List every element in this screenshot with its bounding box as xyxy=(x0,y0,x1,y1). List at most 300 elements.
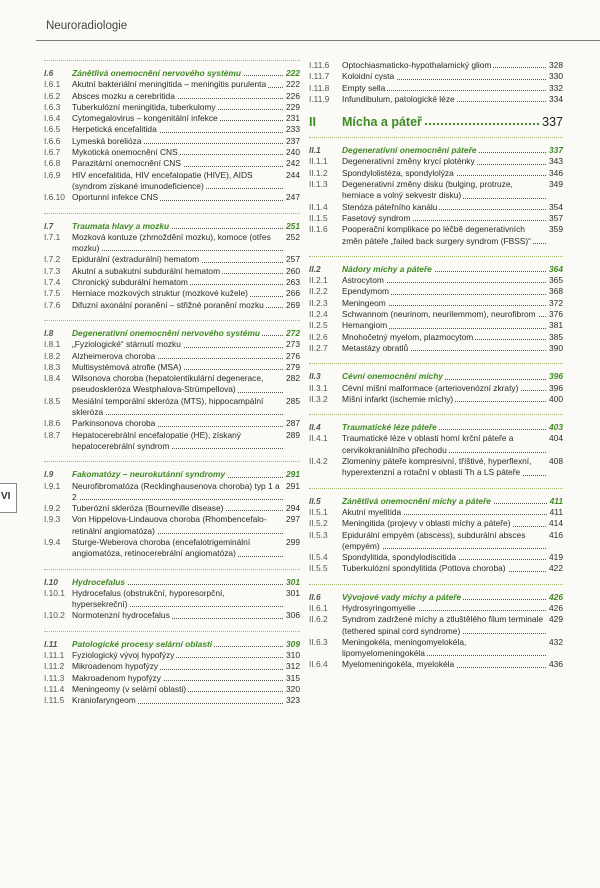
toc-number: I.8.4 xyxy=(44,373,61,384)
toc-entry xyxy=(309,637,563,660)
toc-title: Fyziologický vývoj hypofýzy xyxy=(72,650,175,661)
toc-number: II.6 xyxy=(309,591,321,602)
toc-title: Myelomeningokéla, myelokéla xyxy=(342,659,455,670)
toc-page-number: 299 xyxy=(286,536,300,547)
toc-number: I.11.1 xyxy=(44,650,65,661)
toc-page-number: 432 xyxy=(549,636,563,647)
toc-entry xyxy=(44,661,300,672)
section-divider xyxy=(309,414,563,415)
toc-page-number: 376 xyxy=(549,309,563,320)
toc-entry xyxy=(309,383,563,394)
toc-page-number: 309 xyxy=(286,638,300,649)
toc-page-number: 251 xyxy=(286,220,300,231)
toc-title-wrap xyxy=(342,422,546,433)
toc-left-column xyxy=(44,60,300,716)
toc-page-number: 426 xyxy=(549,602,563,613)
toc-page-number: 285 xyxy=(286,395,300,406)
toc-number: I.9.3 xyxy=(44,514,61,525)
toc-section xyxy=(44,213,300,311)
toc-title: Akutní myelitida xyxy=(342,506,402,517)
toc-entry xyxy=(309,563,563,574)
toc-title-wrap xyxy=(72,514,283,537)
toc-number: I.6.6 xyxy=(44,135,61,146)
toc-number: II.6.3 xyxy=(309,636,328,647)
toc-title-wrap xyxy=(72,232,283,255)
section-divider xyxy=(44,60,300,61)
toc-title: Infundibulum, patologické léze xyxy=(342,93,455,104)
toc-section-heading xyxy=(44,639,300,650)
part-page: 337 xyxy=(542,115,563,130)
toc-page-number: 372 xyxy=(549,297,563,308)
toc-title: Koloidní cysta xyxy=(342,71,395,82)
toc-entry xyxy=(309,94,563,105)
toc-title-wrap xyxy=(342,456,546,479)
toc-number: I.8.2 xyxy=(44,350,61,361)
toc-page-number: 385 xyxy=(549,331,563,342)
toc-title-wrap xyxy=(342,224,546,247)
toc-title: Parazitární onemocnění CNS xyxy=(72,158,181,169)
toc-section-heading xyxy=(309,371,563,382)
toc-title: Empty sella xyxy=(342,82,386,93)
toc-section xyxy=(309,137,563,247)
toc-title-wrap xyxy=(72,136,283,147)
toc-title: Meningeom xyxy=(342,297,386,308)
toc-title: Syndrom zadržené míchy a ztluštělého filum terminale (tethered spinal cord syndrome) xyxy=(342,614,544,636)
toc-entry xyxy=(309,179,563,202)
toc-entry xyxy=(309,394,563,405)
toc-entry xyxy=(309,298,563,309)
toc-title-wrap xyxy=(342,202,546,213)
toc-entry xyxy=(309,507,563,518)
toc-entry xyxy=(44,695,300,706)
toc-title-wrap xyxy=(72,192,283,203)
toc-entry xyxy=(44,192,300,203)
toc-title: Oportunní infekce CNS xyxy=(72,192,159,203)
toc-page-number: 330 xyxy=(549,71,563,82)
toc-entry xyxy=(44,362,300,373)
toc-entry xyxy=(44,79,300,90)
toc-page-number: 279 xyxy=(286,361,300,372)
toc-title: Fakomatózy – neurokutánní syndromy xyxy=(72,469,226,480)
toc-title-wrap xyxy=(72,351,283,362)
toc-number: II.2.7 xyxy=(309,342,328,353)
toc-entry xyxy=(309,224,563,247)
toc-number: I.6.10 xyxy=(44,192,65,203)
toc-entry xyxy=(309,433,563,456)
toc-entry xyxy=(309,456,563,479)
toc-page-number: 403 xyxy=(549,422,563,433)
toc-number: II.4.1 xyxy=(309,433,328,444)
toc-page-number: 226 xyxy=(286,90,300,101)
toc-title-wrap xyxy=(72,503,283,514)
toc-page-number: 244 xyxy=(286,169,300,180)
toc-number: II.2.2 xyxy=(309,286,328,297)
toc-title-wrap xyxy=(72,158,283,169)
toc-page-number: 222 xyxy=(286,79,300,90)
toc-page-number: 334 xyxy=(549,93,563,104)
toc-entry xyxy=(309,202,563,213)
toc-page-number: 337 xyxy=(549,145,563,156)
toc-title: Zánětlivá onemocnění míchy a páteře xyxy=(342,495,491,506)
toc-title-wrap xyxy=(72,277,283,288)
toc-title-wrap xyxy=(72,373,283,396)
toc-title-wrap xyxy=(72,288,283,299)
toc-section xyxy=(309,414,563,478)
toc-page-number: 416 xyxy=(549,529,563,540)
section-divider xyxy=(309,256,563,257)
toc-title: Absces mozku a cerebritida xyxy=(72,90,175,101)
toc-number: I.8.1 xyxy=(44,339,61,350)
toc-page-number: 294 xyxy=(286,503,300,514)
toc-page-number: 310 xyxy=(286,650,300,661)
toc-title: Normotenzní hydrocefalus xyxy=(72,610,170,621)
toc-entry xyxy=(44,266,300,277)
toc-title: Zlomeniny páteře kompresivní, tříštivé, hyperflexní, hyperextenzní a rotační v oblasti Th a LS páteře xyxy=(342,456,532,478)
toc-entry xyxy=(44,232,300,255)
toc-title: Alzheimerova choroba xyxy=(72,350,156,361)
toc-title-wrap xyxy=(72,300,283,311)
toc-entry xyxy=(309,309,563,320)
toc-title-wrap xyxy=(72,79,283,90)
toc-entry xyxy=(44,418,300,429)
toc-entry xyxy=(309,518,563,529)
toc-title-wrap xyxy=(72,684,283,695)
toc-page-number: 343 xyxy=(549,156,563,167)
toc-title: Herniace mozkových struktur (mozkové kužele) xyxy=(72,288,248,299)
toc-title: Hydrocefalus (obstrukční, hyporesorpční, hypersekreční) xyxy=(72,587,225,610)
toc-number: II.1.6 xyxy=(309,224,328,235)
toc-number: II.6.4 xyxy=(309,659,328,670)
toc-number: II.3 xyxy=(309,371,321,382)
toc-number: I.11.6 xyxy=(309,60,330,70)
toc-title-wrap xyxy=(342,298,546,309)
toc-title: Mikroadenom hypofýzy xyxy=(72,661,159,672)
toc-number: I.11.4 xyxy=(44,683,65,694)
toc-section xyxy=(309,363,563,405)
toc-title: Parkinsonova choroba xyxy=(72,418,156,429)
toc-entry xyxy=(44,102,300,113)
toc-number: I.7.2 xyxy=(44,254,61,265)
toc-entry xyxy=(44,537,300,560)
toc-number: I.11 xyxy=(44,638,58,649)
section-divider xyxy=(44,569,300,570)
toc-entry xyxy=(44,373,300,396)
toc-section-heading xyxy=(44,577,300,588)
toc-page-number: 282 xyxy=(286,373,300,384)
toc-title: Cévní míšní malformace (arteriovenózní zkraty) xyxy=(342,382,519,393)
toc-title-wrap xyxy=(342,496,547,507)
toc-page-number: 233 xyxy=(286,124,300,135)
toc-number: II.4.2 xyxy=(309,456,328,467)
toc-section-heading xyxy=(309,422,563,433)
toc-title-wrap xyxy=(72,102,283,113)
toc-number: II.2 xyxy=(309,263,321,274)
toc-entry xyxy=(44,481,300,504)
toc-page-number: 301 xyxy=(286,587,300,598)
toc-section xyxy=(309,584,563,671)
toc-title-wrap xyxy=(342,433,546,456)
toc-title: Traumatické léze páteře xyxy=(342,422,437,433)
toc-title-wrap xyxy=(72,396,283,419)
toc-title: Cévní onemocnění míchy xyxy=(342,371,443,382)
toc-title: Degenerativní onemocnění páteře xyxy=(342,145,477,156)
toc-title-wrap xyxy=(72,650,283,661)
toc-title-wrap xyxy=(342,71,546,82)
toc-title: Astrocytom xyxy=(342,275,384,286)
toc-page-number: 346 xyxy=(549,167,563,178)
toc-title: Kraniofaryngeom xyxy=(72,695,136,706)
toc-title-wrap xyxy=(72,266,283,277)
toc-title-wrap xyxy=(72,673,283,684)
toc-page-number: 381 xyxy=(549,320,563,331)
toc-section xyxy=(44,569,300,622)
toc-number: I.11.5 xyxy=(44,695,65,706)
toc-section xyxy=(44,461,300,559)
toc-title: Hemangiom xyxy=(342,320,388,331)
toc-title-wrap xyxy=(342,507,547,518)
section-divider xyxy=(44,213,300,214)
toc-title: Mesiální temporální skleróza (MTS), hippocampální skleróza xyxy=(72,395,264,418)
toc-title-wrap xyxy=(72,362,283,373)
toc-section-heading xyxy=(44,68,300,79)
toc-entry xyxy=(44,650,300,661)
toc-entry xyxy=(309,168,563,179)
toc-entry xyxy=(44,170,300,193)
header-rule xyxy=(36,40,600,41)
toc-page-number: 276 xyxy=(286,350,300,361)
toc-section xyxy=(309,488,563,575)
toc-title-wrap xyxy=(72,113,283,124)
toc-title-wrap xyxy=(342,394,546,405)
toc-title-wrap xyxy=(72,124,283,135)
toc-page-number: 297 xyxy=(286,514,300,525)
toc-title: Meningokéla, meningomyelokéla, lipomyelomeningokéla xyxy=(342,636,467,659)
toc-number: I.9.4 xyxy=(44,536,61,547)
toc-page-number: 404 xyxy=(549,433,563,444)
toc-title-wrap xyxy=(72,430,283,453)
toc-page-number: 411 xyxy=(549,495,563,506)
toc-title: Nádory míchy a páteře xyxy=(342,263,432,274)
toc-entry xyxy=(309,343,563,354)
toc-number: II.1.3 xyxy=(309,179,328,190)
toc-title: Hepatocerebrální encefalopatie (HE), získaný hepatocerebrální syndrom xyxy=(72,429,241,451)
toc-title-wrap xyxy=(72,339,283,350)
toc-entry xyxy=(44,610,300,621)
toc-title-wrap xyxy=(342,592,546,603)
toc-number: I.10.1 xyxy=(44,587,65,598)
toc-page-number: 359 xyxy=(549,224,563,235)
toc-title-wrap xyxy=(342,179,546,202)
toc-number: II.5.3 xyxy=(309,529,328,540)
toc-title: Optochiasmaticko-hypothalamický gliom xyxy=(342,60,492,70)
toc-number: I.6.8 xyxy=(44,158,61,169)
toc-title-wrap xyxy=(342,275,546,286)
toc-number: II.2.5 xyxy=(309,320,328,331)
page-header-title: Neuroradiologie xyxy=(46,20,128,32)
toc-number: I.9 xyxy=(44,469,54,480)
toc-page-number: 222 xyxy=(286,68,300,78)
toc-page-number: 273 xyxy=(286,339,300,350)
section-divider xyxy=(309,363,563,364)
section-divider xyxy=(309,137,563,138)
toc-entry xyxy=(44,124,300,135)
toc-title-wrap xyxy=(342,213,546,224)
toc-entry xyxy=(44,673,300,684)
toc-title: Meningeomy (v selární oblasti) xyxy=(72,683,187,694)
toc-number: I.7.4 xyxy=(44,277,61,288)
toc-title-wrap xyxy=(72,328,283,339)
toc-title: Fasetový syndrom xyxy=(342,212,411,223)
toc-title-wrap xyxy=(342,332,546,343)
toc-title-wrap xyxy=(72,481,283,504)
toc-title: Mnohočetný myelom, plazmocytom xyxy=(342,331,474,342)
toc-title-wrap xyxy=(342,637,546,660)
toc-title: Von Hippelova-Lindauova choroba (Rhombencefalo-retinální angiomatóza) xyxy=(72,514,267,536)
toc-title-wrap xyxy=(72,254,283,265)
toc-title-wrap xyxy=(342,383,546,394)
toc-title: Hydrocefalus xyxy=(72,576,126,587)
toc-number: I.11.9 xyxy=(309,93,330,104)
toc-number: II.6.2 xyxy=(309,614,328,625)
toc-entry xyxy=(44,684,300,695)
toc-number: II.2.1 xyxy=(309,275,328,286)
toc-title-wrap xyxy=(342,518,546,529)
toc-number: I.8.3 xyxy=(44,361,61,372)
toc-number: II.1.2 xyxy=(309,167,328,178)
toc-section-heading xyxy=(44,328,300,339)
toc-entry xyxy=(44,339,300,350)
toc-section-heading xyxy=(44,221,300,232)
toc-entry xyxy=(309,332,563,343)
toc-entry xyxy=(309,156,563,167)
toc-page-number: 411 xyxy=(549,506,563,517)
toc-title-wrap xyxy=(342,563,546,574)
section-divider xyxy=(44,320,300,321)
part-number: II xyxy=(309,115,316,130)
toc-entry xyxy=(309,320,563,331)
toc-right-sections xyxy=(309,137,563,671)
toc-page-number: 240 xyxy=(286,147,300,158)
toc-entry xyxy=(44,277,300,288)
toc-title: Patologické procesy selární oblasti xyxy=(72,638,213,649)
toc-number: II.5.1 xyxy=(309,506,328,517)
toc-number: II.2.4 xyxy=(309,309,328,320)
toc-section xyxy=(309,256,563,354)
toc-page-number: 301 xyxy=(286,576,300,587)
toc-section-heading xyxy=(44,469,300,480)
toc-title: Epidurální empyém (abscess), subdurální absces (empyém) xyxy=(342,529,526,551)
toc-page-number: 263 xyxy=(286,277,300,288)
part-heading xyxy=(309,115,563,129)
toc-number: I.6.4 xyxy=(44,113,61,124)
toc-entry xyxy=(44,503,300,514)
toc-entry xyxy=(44,254,300,265)
toc-right-column xyxy=(309,60,563,680)
toc-page-number: 257 xyxy=(286,254,300,265)
toc-entry xyxy=(44,300,300,311)
toc-title: Stenóza páteřního kanálu xyxy=(342,201,438,212)
toc-title-wrap xyxy=(342,168,546,179)
toc-number: I.6.2 xyxy=(44,90,61,101)
toc-number: I.9.1 xyxy=(44,480,61,491)
toc-title-wrap xyxy=(72,418,283,429)
toc-number: II.5.4 xyxy=(309,552,328,563)
toc-title-wrap xyxy=(72,68,283,79)
toc-page-number: 400 xyxy=(549,393,563,404)
toc-title: Sturge-Weberova choroba (encefalotrigeminální angiomatóza, retinocerebrální angiomatóza) xyxy=(72,536,251,559)
toc-page-number: 312 xyxy=(286,661,300,672)
toc-page-number: 390 xyxy=(549,342,563,353)
toc-title: HIV encefalitida, HIV encefalopatie (HIVE), AIDS (syndrom získané imunodeficience) xyxy=(72,169,253,191)
toc-page-number: 231 xyxy=(286,113,300,124)
toc-entry xyxy=(44,113,300,124)
toc-title-wrap xyxy=(342,309,546,320)
toc-title-wrap xyxy=(342,603,546,614)
toc-number: I.7.1 xyxy=(44,231,61,242)
toc-title: Akutní bakteriální meningitida – meningitis purulenta xyxy=(72,79,267,90)
toc-page-number: 266 xyxy=(286,288,300,299)
toc-number: I.8 xyxy=(44,327,54,338)
toc-title: Difuzní axonální poranění – střižné poranění mozku xyxy=(72,299,264,310)
toc-title-wrap xyxy=(342,530,546,553)
toc-title-wrap xyxy=(72,91,283,102)
toc-title: Traumatické léze v oblasti horní krční páteře a cervikokraniálního přechodu xyxy=(342,433,514,455)
toc-title-wrap xyxy=(342,145,546,156)
toc-title-wrap xyxy=(72,695,283,706)
toc-page-number: 332 xyxy=(549,82,563,93)
toc-number: II.3.2 xyxy=(309,393,328,404)
toc-entry xyxy=(44,158,300,169)
toc-page-number: 260 xyxy=(286,265,300,276)
toc-number: II.1.4 xyxy=(309,201,328,212)
toc-number: I.8.5 xyxy=(44,395,61,406)
toc-number: I.11.8 xyxy=(309,82,330,93)
toc-entry xyxy=(44,288,300,299)
toc-entry xyxy=(44,588,300,611)
side-tab-label: VI xyxy=(1,491,11,502)
toc-title: Hydrosyringomyelie xyxy=(342,602,416,613)
toc-number: II.1.1 xyxy=(309,156,328,167)
toc-number: I.7.5 xyxy=(44,288,61,299)
toc-number: II.5.5 xyxy=(309,563,328,574)
section-divider xyxy=(309,488,563,489)
toc-title-wrap xyxy=(342,83,546,94)
toc-title-wrap xyxy=(72,170,283,193)
toc-page-number: 320 xyxy=(286,683,300,694)
toc-title: Makroadenom hypofýzy xyxy=(72,672,161,683)
section-divider xyxy=(309,584,563,585)
toc-page-number: 315 xyxy=(286,672,300,683)
toc-number: I.6.3 xyxy=(44,101,61,112)
section-divider xyxy=(44,631,300,632)
toc-section xyxy=(44,320,300,452)
toc-number: I.10.2 xyxy=(44,610,65,621)
toc-page-number: 289 xyxy=(286,429,300,440)
toc-page-number: 396 xyxy=(549,371,563,382)
toc-entry xyxy=(309,275,563,286)
toc-page-number: 357 xyxy=(549,212,563,223)
toc-page-number: 269 xyxy=(286,299,300,310)
toc-title: Spondylitida, spondylodiscitida xyxy=(342,552,457,563)
toc-page-number: 429 xyxy=(549,614,563,625)
toc-page-number: 272 xyxy=(286,327,300,338)
toc-number: I.7.6 xyxy=(44,299,61,310)
toc-title: Traumata hlavy a mozku xyxy=(72,220,170,231)
toc-number: I.7 xyxy=(44,220,54,231)
toc-number: I.11.2 xyxy=(44,661,65,672)
toc-title-wrap xyxy=(342,286,546,297)
toc-title-wrap xyxy=(72,537,283,560)
